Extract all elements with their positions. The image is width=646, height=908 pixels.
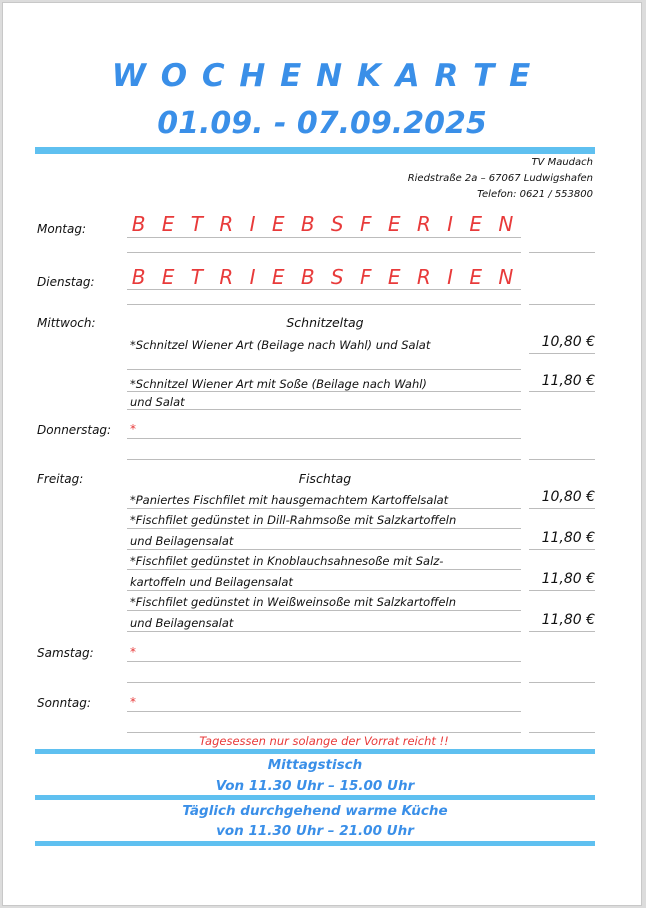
menu-price: 10,80 €: [541, 489, 595, 505]
day-label-sonntag: Sonntag:: [37, 696, 91, 710]
page-title: W O C H E N K A R T E: [111, 58, 533, 94]
line: [127, 289, 521, 290]
menu-item: *Paniertes Fischfilet mit hausgemachtem Kartoffelsalat: [130, 493, 449, 507]
betriebsferien-montag: B E T R I E B S F E R I E N: [131, 212, 519, 236]
price-line: [529, 590, 595, 591]
header-divider: [35, 147, 595, 154]
address-name: TV Maudach: [531, 157, 593, 168]
price-line: [529, 631, 595, 632]
price-line: [529, 549, 595, 550]
day-label-montag: Montag:: [37, 222, 87, 236]
menu-item-cont: kartoffeln und Beilagensalat: [130, 575, 293, 589]
day-label-mittwoch: Mittwoch:: [37, 316, 96, 330]
menu-item: *Fischfilet gedünstet in Dill-Rahmsoße mit Salzkartoffeln: [130, 513, 457, 527]
line: [127, 590, 521, 591]
address-phone: Telefon: 0621 / 553800: [477, 189, 593, 200]
line: [127, 409, 521, 410]
line: [127, 549, 521, 550]
line: [127, 528, 521, 529]
empty-mark: *: [130, 695, 136, 709]
availability-notice: Tagesessen nur solange der Vorrat reicht !!: [199, 734, 449, 748]
line: [127, 252, 521, 253]
menu-item-cont: und Beilagensalat: [130, 616, 234, 630]
theme-fischtag: Fischtag: [298, 471, 352, 486]
address-street: Riedstraße 2a – 67067 Ludwigshafen: [407, 173, 593, 184]
menu-price: 11,80 €: [541, 612, 595, 628]
line: [127, 610, 521, 611]
menu-item: *Schnitzel Wiener Art mit Soße (Beilage nach Wahl): [130, 377, 427, 391]
empty-mark: *: [130, 645, 136, 659]
line: [127, 732, 521, 733]
line: [127, 369, 521, 370]
line: [127, 569, 521, 570]
line: [127, 237, 521, 238]
menu-item-cont: und Beilagensalat: [130, 534, 234, 548]
price-line: [529, 732, 595, 733]
menu-price: 10,80 €: [541, 334, 595, 350]
date-range: 01.09. - 07.09.2025: [157, 106, 487, 141]
day-label-freitag: Freitag:: [37, 472, 84, 486]
betriebsferien-dienstag: B E T R I E B S F E R I E N: [131, 265, 519, 289]
footer-divider-top: [35, 749, 595, 754]
price-line: [529, 391, 595, 392]
footer-divider-bottom: [35, 841, 595, 846]
mittagstisch-title: Mittagstisch: [267, 757, 363, 773]
kueche-time: von 11.30 Uhr – 21.00 Uhr: [216, 823, 414, 839]
day-label-dienstag: Dienstag:: [37, 275, 95, 289]
line: [127, 508, 521, 509]
theme-schnitzeltag: Schnitzeltag: [286, 315, 364, 330]
price-line: [529, 304, 595, 305]
empty-mark: *: [130, 422, 136, 436]
line: [127, 682, 521, 683]
menu-item-cont: und Salat: [130, 395, 185, 409]
line: [127, 711, 521, 712]
day-label-donnerstag: Donnerstag:: [37, 423, 112, 437]
kueche-title: Täglich durchgehend warme Küche: [182, 803, 448, 819]
menu-price: 11,80 €: [541, 373, 595, 389]
menu-item: *Schnitzel Wiener Art (Beilage nach Wahl) und Salat: [130, 338, 431, 352]
line: [127, 661, 521, 662]
day-label-samstag: Samstag:: [37, 646, 94, 660]
line: [127, 304, 521, 305]
price-line: [529, 252, 595, 253]
footer-divider-middle: [35, 795, 595, 800]
menu-page: [2, 2, 642, 906]
menu-item: *Fischfilet gedünstet in Weißweinsoße mit Salzkartoffeln: [130, 595, 456, 609]
price-line: [529, 459, 595, 460]
mittagstisch-time: Von 11.30 Uhr – 15.00 Uhr: [215, 778, 415, 794]
line: [127, 631, 521, 632]
menu-price: 11,80 €: [541, 571, 595, 587]
menu-item: *Fischfilet gedünstet in Knoblauchsahnesoße mit Salz-: [130, 554, 444, 568]
menu-price: 11,80 €: [541, 530, 595, 546]
price-line: [529, 353, 595, 354]
line: [127, 438, 521, 439]
price-line: [529, 508, 595, 509]
price-line: [529, 682, 595, 683]
line: [127, 459, 521, 460]
line: [127, 391, 521, 392]
